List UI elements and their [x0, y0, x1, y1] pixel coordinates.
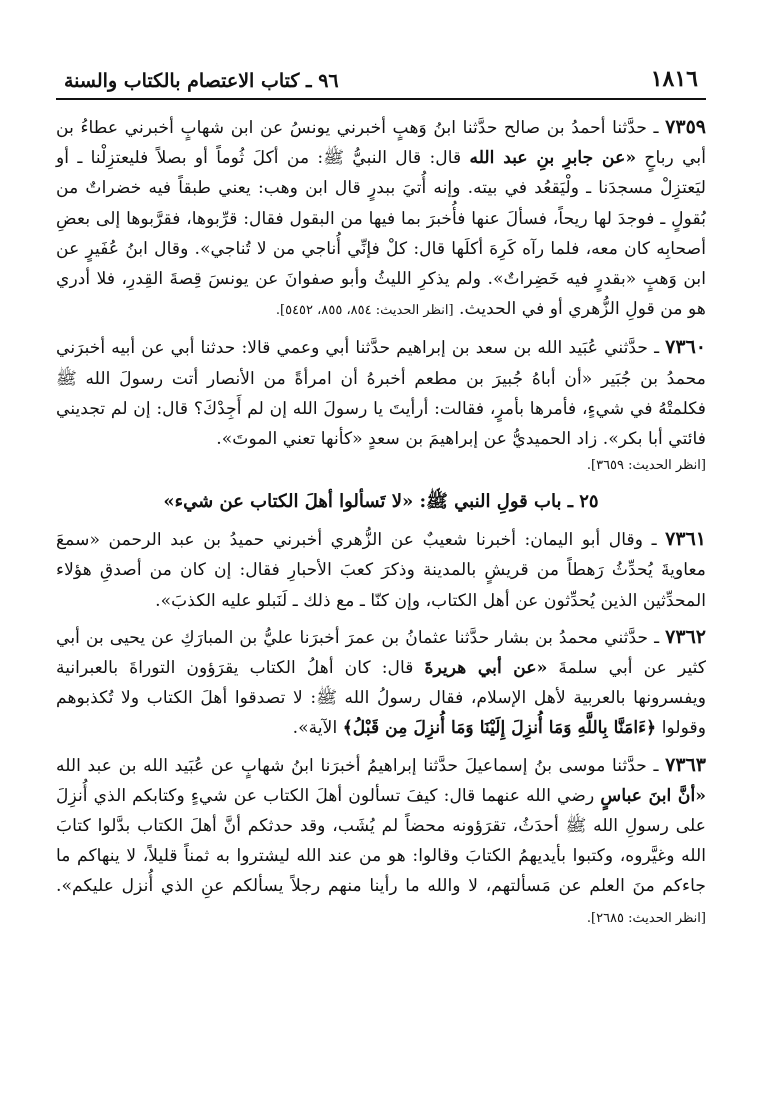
bab-heading: ٢٥ ـ باب قولِ النبي ﷺ: «لا تَسألوا أهلَ الكتاب عن شيء» — [163, 491, 599, 513]
hadith-reference: [انظر الحديث: ٣٦٥٩]. — [586, 458, 706, 474]
hadith-text: ـ حدَّثني عُبَيد الله بن سعد بن إبراهيم حدَّثنا أبي وعمي قالا: حدثنا أبي عن أبيه أخبرَني محمدُ بن جُبَير «أن أباهُ جُبيرَ بن مطعم أخبرهُ أن امرأةً من الأنصار أتت رسولَ الله ﷺ فكلمتْهُ في شيءٍ، فأمرها بأمرٍ، فقالت: أرأيتَ يا رسولَ الله إن لم أَجِدْكَ؟ قال: إن لم تجديني فائتي أبا بكر». زاد الحميديُّ عن إبراهيمَ بن سعدٍ «كأنها تعني الموتَ». — [56, 338, 706, 450]
hadith-text: قال: كان أهلُ الكتاب يقرَؤون التوراةَ بالعبرانية ويفسرونها بالعربية لأهل الإسلام، فقال رسولُ الله ﷺ: لا تصدقوا أهلَ الكتاب ولا تُكذبوهم وقولوا — [56, 658, 706, 739]
book-page — [56, 52, 706, 934]
hadith-text: ـ وقال أبو اليمان: أخبرنا شعيبٌ عن الزُّهري أخبرني حميدُ بن عبد الرحمن «سمعَ معاويةَ يُحدِّثُ رَهطاً من قريشٍ بالمدينة وذكرَ كعبَ الأحبارِ فقال: إن كان من أصدقِ هؤلاء المحدِّثين الذين يُحدِّثون عن أهل الكتاب، وإن كنّا ـ مع ذلك ـ لَنَبلو عليه الكذبَ». — [56, 530, 706, 611]
hadith-reference: [انظر الحديث: ٢٦٨٥]. — [586, 910, 706, 926]
hadith-number: ٧٣٥٩ — [665, 116, 706, 138]
chapter-title: ٩٦ ـ كتاب الاعتصام بالكتاب والسنة — [64, 70, 339, 92]
hadith-number: ٧٣٦١ — [665, 528, 706, 551]
hadith-text: ـ حدَّثنا أحمدُ بن صالح حدَّثنا ابنُ وَهبٍ أخبرني يونسُ عن ابن شهابٍ أخبرني عطاءُ بن أبي رباحٍ — [56, 118, 706, 169]
hadith-7359 — [56, 112, 706, 326]
hadith-text: ـ حدَّثني محمدُ بن بشار حدَّثنا عثمانُ بن عمرَ أخبرَنا عليُّ بن المبارَكِ عن يحيى بن أبي كثير عن أبي سلمةَ — [56, 627, 707, 679]
hadith-narrator: «أنَّ ابنَ عباسٍ — [600, 785, 706, 806]
hadith-text: رضي الله عنهما قال: كيفَ تسألون أهلَ الكتاب عن شيءٍ وكتابكم الذي أُنزِلَ على رسولِ الله ﷺ أحدَثُ، تقرَؤونه محضاً لم يُشَب، وقد حدثكم أنَّ أهلَ الكتاب بدَّلوا كتابَ الله وغيَّروه، وكتبوا بأيديهمُ الكتابَ وقالوا: هو من عند الله ليشتروا به ثمناً قليلاً، لا ينهاكم ما جاءكم منَ العلم عن مَسألتهم، لا والله ما رأينا منهم رجلاً يسألكم عنِ الذي أُنزل عليكم». — [56, 785, 706, 897]
hadith-7362 — [56, 622, 706, 744]
hadith-7363 — [56, 750, 706, 934]
quran-verse: ﴿ءَامَنَّا بِاللَّهِ وَمَا أُنزِلَ إِلَيْنَا وَمَا أُنزِلَ مِن قَبْلُ﴾ — [342, 718, 657, 739]
hadith-narrator: «عن أبي هريرةَ — [424, 658, 548, 679]
hadith-number: ٧٣٦٠ — [665, 336, 706, 359]
hadith-7360 — [56, 332, 706, 478]
hadith-7361 — [56, 524, 706, 616]
hadith-number: ٧٣٦٢ — [665, 625, 706, 648]
hadith-text: ـ حدَّثنا موسى بنُ إسماعيلَ حدَّثنا إبراهيمُ أخبرَنا ابنُ شهابٍ عن عُبَيد الله بن عبد الله — [56, 755, 666, 776]
hadith-reference: [انظر الحديث: ٨٥٤، ٨٥٥، ٥٤٥٢]. — [275, 303, 454, 319]
page-content — [56, 100, 706, 934]
page-header — [56, 52, 706, 100]
hadith-text: الآية». — [292, 718, 343, 739]
page-number: ١٨١٦ — [650, 66, 698, 92]
hadith-narrator: «عن جابرِ بنِ عبد الله — [469, 148, 637, 169]
hadith-number: ٧٣٦٣ — [665, 753, 706, 776]
hadith-text: قال: قال النبيُّ ﷺ: من أكلَ ثُوماً أو بصلاً فليعتزِلْنا ـ أو ليَعتزِلْ مسجدَنا ـ ولْيَقعُد في بيته. وإنه أُتيَ ببدرٍ قال ابن وهب: يعني طبقاً فيه خضراتٌ من بُقولٍ ـ فوجدَ لها ريحاً، فسألَ عنها فأُخبرَ بما فيها من البقول فقال: قرِّبوها، فقرَّبوها إلى بعضِ أصحابِه كان معه، فلما رآه كَرِهَ أكلَها قال: كلْ فإنِّي أُناجي من لا تُناجي». وقال ابنُ عُفَيرٍ عن ابن وَهبٍ «بقدرٍ فيه خَضِراتٌ». ولم يذكرِ الليثُ وأبو صفوانَ عن يونسَ قِصةَ القِدرِ، فلا أدري هو من قولِ الزُّهري أو في الحديث. — [56, 148, 706, 320]
